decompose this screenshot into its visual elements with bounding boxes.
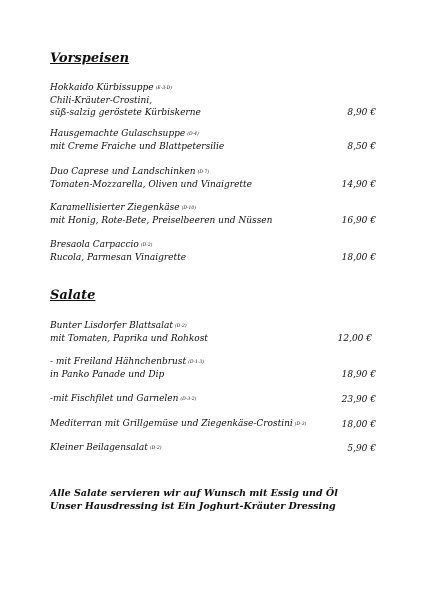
item-price: 12,00 € (337, 334, 372, 344)
allergen-code: (D-10) (181, 206, 197, 211)
item-name: Duo Caprese und Landschinken (50, 167, 196, 177)
section-heading-vorspeisen: Vorspeisen (50, 51, 130, 66)
allergen-code: (D-4) (187, 132, 199, 137)
item-name: Kleiner Beilagensalat (50, 443, 148, 453)
item-price: 18,00 € (341, 420, 376, 430)
menu-item-beilagensalat (50, 442, 376, 455)
item-description: Chili-Kräuter-Crostini, (50, 96, 153, 106)
menu-item-duo-caprese (50, 166, 376, 191)
item-price: 8,90 € (347, 108, 376, 118)
menu-item-mediterran (50, 418, 376, 431)
allergen-code: (D-7) (197, 170, 210, 175)
item-description: mit Creme Fraiche und Blattpetersilie (50, 142, 225, 152)
item-name: Mediterran mit Grillgemüse und Ziegenkäse-Crostini (50, 419, 293, 429)
salad-notes (50, 487, 338, 513)
item-price: 8,50 € (347, 142, 376, 152)
item-name: Bunter Lisdorfer Blattsalat (50, 321, 174, 331)
note-house-dressing: Unser Hausdressing ist Ein Joghurt-Kräuter Dressing (50, 501, 336, 512)
item-price: 18,00 € (341, 253, 376, 263)
item-price: 23,90 € (341, 395, 376, 405)
menu-item-ziegenkaese (50, 202, 376, 227)
item-name: - mit Freiland Hähnchenbrust (50, 357, 187, 367)
item-name: -mit Fischfilet und Garnelen (50, 394, 179, 404)
menu-item-haehnchenbrust (50, 356, 376, 381)
allergen-code: (E-3-D) (155, 86, 173, 91)
allergen-code: (D-1-3) (188, 360, 205, 365)
item-description: Tomaten-Mozzarella, Oliven und Vinaigrette (50, 180, 252, 190)
section-heading-salate: Salate (50, 288, 96, 303)
item-name: Karamellisierter Ziegenkäse (50, 203, 180, 213)
item-price: 16,90 € (341, 216, 376, 226)
item-description: mit Tomaten, Paprika und Rohkost (50, 334, 208, 344)
menu-item-fischfilet-garnelen (50, 393, 376, 406)
item-price: 14,90 € (341, 180, 376, 190)
item-name: Bresaola Carpaccio (50, 240, 139, 250)
item-price: 18,90 € (341, 370, 376, 380)
item-price: 5,90 € (347, 444, 376, 454)
allergen-code: (D-2) (175, 324, 187, 329)
item-description: mit Honig, Rote-Bete, Preiselbeeren und Nüssen (50, 216, 273, 226)
menu-item-gulaschsuppe (50, 128, 376, 153)
menu-item-kuerbissuppe (50, 82, 376, 119)
allergen-code: (D-3) (294, 422, 307, 427)
item-description: Rucola, Parmesan Vinaigrette (50, 253, 187, 263)
menu-item-blattsalat (50, 320, 376, 345)
allergen-code: (D-2) (140, 243, 153, 248)
note-dressing-option: Alle Salate servieren wir auf Wunsch mit Essig und Öl (50, 488, 338, 499)
allergen-code: (D-3-2) (180, 397, 197, 402)
menu-item-bresaola-carpaccio (50, 239, 376, 264)
item-description: süß-salzig geröstete Kürbiskerne (50, 108, 201, 118)
item-name: Hausgemachte Gulaschsuppe (50, 129, 186, 139)
item-description: in Panko Panade und Dip (50, 370, 165, 380)
item-name: Hokkaido Kürbissuppe (50, 83, 154, 93)
allergen-code: (D-2) (149, 446, 162, 451)
